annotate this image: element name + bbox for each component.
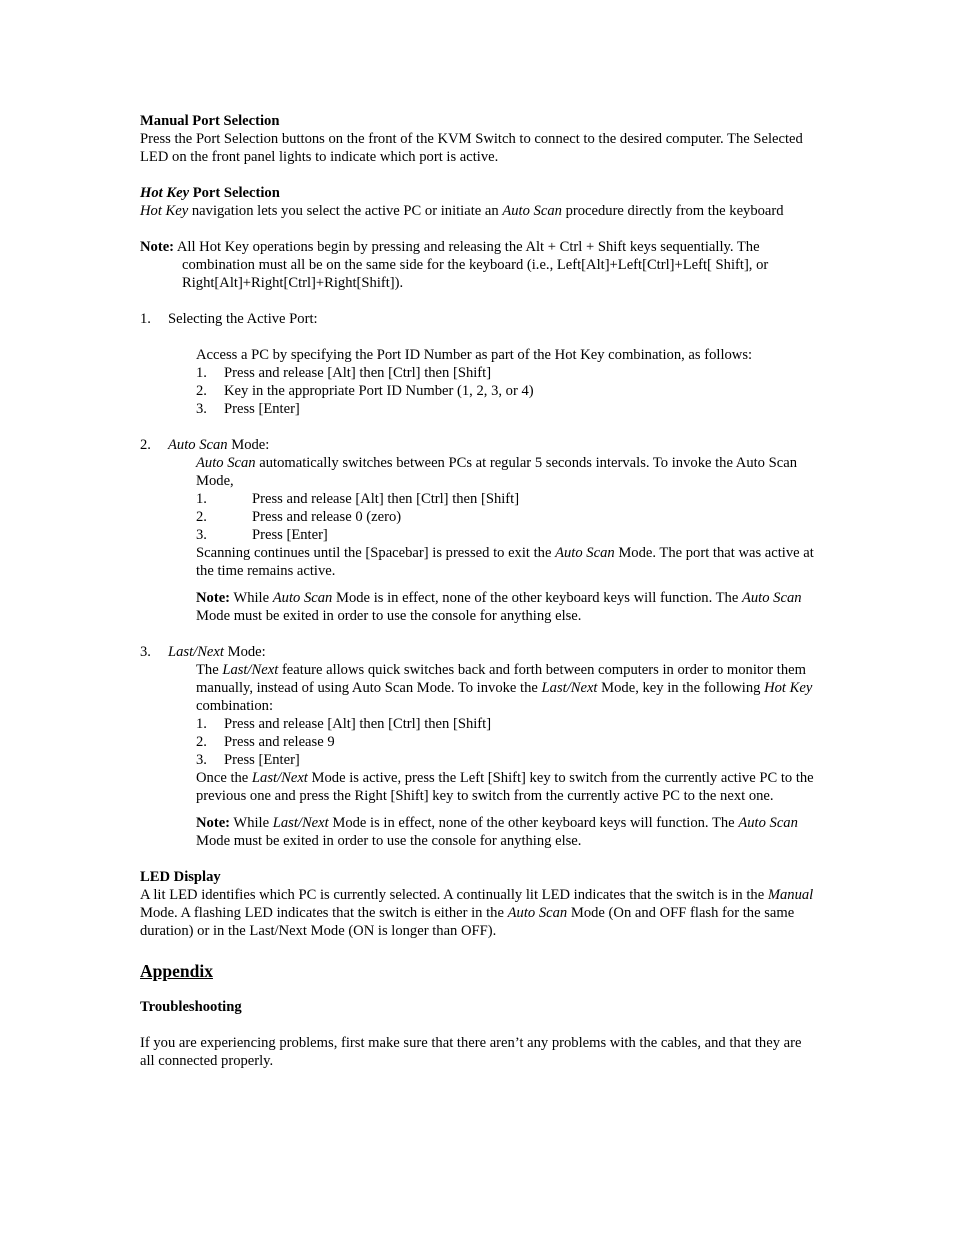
led-i1: Manual — [767, 887, 814, 903]
item1-content — [140, 346, 818, 418]
item2-p1-rest: automatically switches between PCs at regular 5 seconds intervals. To invoke the Auto Scan Mode, — [196, 455, 797, 489]
item2-p1-italic: Auto Scan — [196, 455, 256, 471]
step-number: 1. — [196, 716, 207, 732]
manual-port-selection-heading: Manual Port Selection — [140, 113, 280, 129]
item2-content — [140, 454, 818, 625]
document-page — [140, 112, 818, 1070]
item3-note-a: While — [230, 815, 273, 831]
note-label: Note: — [140, 239, 175, 255]
note-label: Note: — [196, 815, 231, 831]
step-text: Press [Enter] — [252, 527, 328, 543]
item2-note-c: Mode must be exited in order to use the console for anything else. — [196, 608, 582, 624]
item3-note-c: Mode must be exited in order to use the console for anything else. — [196, 833, 582, 849]
manual-port-selection-body: Press the Port Selection buttons on the front of the KVM Switch to connect to the desired computer. The Selected LED on the front panel lights to indicate which port is active. — [140, 131, 803, 165]
item3-p1-d: combination: — [196, 698, 274, 714]
item3-title-italic: Last/Next — [168, 644, 224, 660]
step-text: Press and release [Alt] then [Ctrl] then [Shift] — [224, 365, 492, 381]
hotkey-body-end: procedure directly from the keyboard — [561, 203, 784, 219]
item-number: 1. — [140, 311, 151, 327]
step-number: 2. — [196, 383, 207, 399]
led-c: Mode (On and OFF flash for the same duration) or in the Last/Next Mode (ON is longer than OFF). — [140, 905, 795, 939]
item-number: 2. — [140, 437, 151, 453]
list-item — [196, 733, 818, 751]
item2-note — [196, 589, 818, 625]
troubleshooting-body: If you are experiencing problems, first make sure that there aren’t any problems with the cables, and that they are all connected properly. — [140, 1035, 802, 1069]
item3-p1 — [196, 661, 818, 715]
hotkey-port-selection-heading — [140, 184, 818, 202]
item-last-next-mode — [140, 643, 818, 661]
item3-p2-italic: Last/Next — [251, 770, 308, 786]
hotkey-heading-italic: Hot Key — [140, 185, 190, 201]
step-number: 3. — [196, 527, 207, 543]
item-number: 3. — [140, 644, 151, 660]
step-text: Press and release [Alt] then [Ctrl] then [Shift] — [252, 491, 520, 507]
step-number: 3. — [196, 752, 207, 768]
step-number: 3. — [196, 401, 207, 417]
item2-note-b: Mode is in effect, none of the other keyboard keys will function. The — [332, 590, 742, 606]
item1-steps — [196, 364, 818, 418]
item2-p2 — [196, 544, 818, 580]
item-title — [168, 436, 818, 454]
item3-p1-i1: Last/Next — [222, 662, 279, 678]
step-number: 2. — [196, 734, 207, 750]
item-title — [168, 643, 818, 661]
led-b: Mode. A flashing LED indicates that the switch is either in the — [140, 905, 508, 921]
item3-note-b: Mode is in effect, none of the other keyboard keys will function. The — [328, 815, 739, 831]
list-item — [196, 382, 818, 400]
item3-p2 — [196, 769, 818, 805]
hotkey-body-italic2: Auto Scan — [502, 203, 562, 219]
item2-note-a: While — [230, 590, 273, 606]
note-label: Note: — [196, 590, 231, 606]
item-selecting-active-port — [140, 310, 818, 328]
hotkey-note — [140, 238, 818, 292]
led-display-body — [140, 886, 818, 940]
item3-note — [196, 814, 818, 850]
list-item — [196, 364, 818, 382]
item3-note-i2: Auto Scan — [738, 815, 798, 831]
step-number: 2. — [196, 509, 207, 525]
item2-title-rest: Mode: — [227, 437, 270, 453]
item2-p2-italic: Auto Scan — [555, 545, 615, 561]
item3-p2-b: Mode is active, press the Left [Shift] key to switch from the currently active PC to the previous one and press the Right [Shift] key to switch from the currently active PC to the next one. — [196, 770, 814, 804]
list-item — [196, 400, 818, 418]
item2-p2-b: Mode. The port that was active at the time remains active. — [196, 545, 814, 579]
list-item — [196, 715, 818, 733]
led-a: A lit LED identifies which PC is currently selected. A continually lit LED indicates that the switch is in the — [140, 887, 768, 903]
led-display-heading: LED Display — [140, 869, 221, 885]
step-text: Press [Enter] — [224, 401, 300, 417]
item3-steps — [196, 715, 818, 769]
item3-title-rest: Mode: — [223, 644, 266, 660]
step-text: Key in the appropriate Port ID Number (1, 2, 3, or 4) — [224, 383, 534, 399]
item2-note-i2: Auto Scan — [741, 590, 802, 606]
item2-title-italic: Auto Scan — [168, 437, 228, 453]
item3-p2-a: Once the — [196, 770, 252, 786]
list-item — [196, 490, 818, 508]
item3-p1-a: The — [196, 662, 223, 678]
led-i2: Auto Scan — [507, 905, 568, 921]
hotkey-heading-rest: Port Selection — [189, 185, 280, 201]
item1-intro: Access a PC by specifying the Port ID Number as part of the Hot Key combination, as follows: — [196, 347, 753, 363]
step-text: Press and release 9 — [224, 734, 335, 750]
note-text: All Hot Key operations begin by pressing and releasing the Alt + Ctrl + Shift keys sequentially. The combination must all be on the same side for the keyboard (i.e., Left[Alt]+Left[Ctrl]+Left[ Shift], or Right[Alt]+Right[Ctrl]+Right[Shift]). — [174, 239, 769, 291]
item3-p1-i3: Hot Key — [764, 680, 813, 696]
item3-p1-b: feature allows quick switches back and forth between computers in order to monitor them manually, instead of using Auto Scan Mode. To invoke the — [196, 662, 806, 696]
item2-p1 — [196, 454, 818, 490]
step-text: Press and release [Alt] then [Ctrl] then [Shift] — [224, 716, 492, 732]
item-auto-scan-mode — [140, 436, 818, 454]
list-item — [196, 526, 818, 544]
item3-p1-i2: Last/Next — [541, 680, 598, 696]
troubleshooting-heading: Troubleshooting — [140, 999, 242, 1015]
item3-p1-c: Mode, key in the following — [597, 680, 765, 696]
appendix-heading: Appendix — [140, 961, 213, 981]
list-item — [196, 751, 818, 769]
step-number: 1. — [196, 491, 207, 507]
hotkey-body — [140, 202, 818, 220]
item3-note-i1: Last/Next — [272, 815, 329, 831]
list-item — [196, 508, 818, 526]
step-text: Press and release 0 (zero) — [252, 509, 402, 525]
step-number: 1. — [196, 365, 207, 381]
item-title: Selecting the Active Port: — [168, 311, 318, 327]
item2-steps — [196, 490, 818, 544]
item2-p2-a: Scanning continues until the [Spacebar] is pressed to exit the — [196, 545, 556, 561]
item3-content — [140, 661, 818, 850]
item2-note-i1: Auto Scan — [272, 590, 333, 606]
step-text: Press [Enter] — [224, 752, 300, 768]
hotkey-body-mid: navigation lets you select the active PC or initiate an — [188, 203, 503, 219]
hotkey-body-italic: Hot Key — [140, 203, 189, 219]
